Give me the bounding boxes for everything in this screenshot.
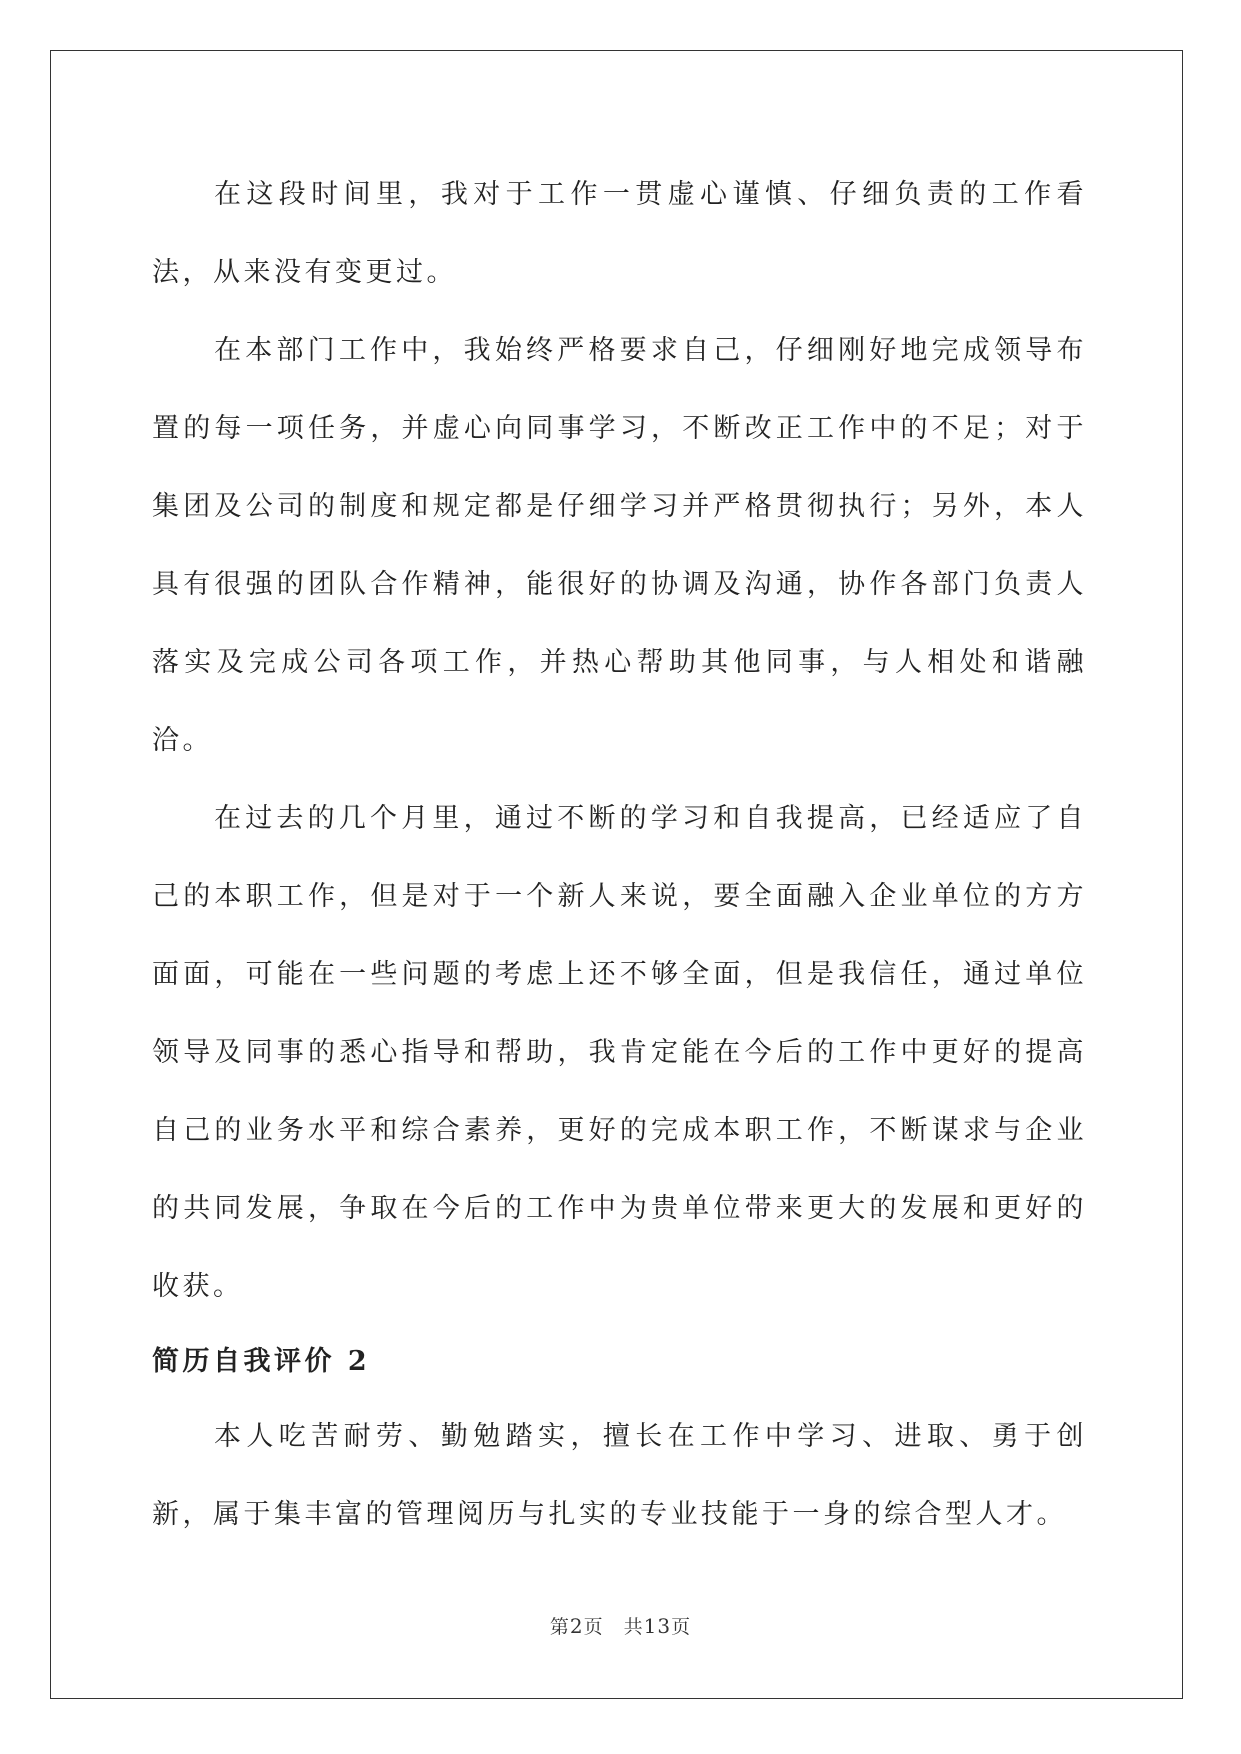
page-total: 13 (643, 1614, 672, 1638)
paragraph-4: 本人吃苦耐劳、勤勉踏实，擅长在工作中学习、进取、勇于创新，属于集丰富的管理阅历与扎实的专业技能于一身的综合型人才。 (152, 1421, 1087, 1530)
total-suffix: 页 (671, 1616, 692, 1638)
paragraph-2: 在本部门工作中，我始终严格要求自己，仔细刚好地完成领导布置的每一项任务，并虚心向同事学习，不断改正工作中的不足；对于集团及公司的制度和规定都是仔细学习并严格贯彻执行；另外，本人具有很强的团队合作精神，能很好的协调及沟通，协作各部门负责人落实及完成公司各项工作，并热心帮助其他同事，与人相处和谐融洽。 (152, 335, 1087, 756)
page-current: 2 (569, 1614, 584, 1638)
total-prefix: 共 (623, 1616, 644, 1638)
paragraph-3: 在过去的几个月里，通过不断的学习和自我提高，已经适应了自己的本职工作，但是对于一个新人来说，要全面融入企业单位的方方面面，可能在一些问题的考虑上还不够全面，但是我信任，通过单位领导及同事的悉心指导和帮助，我肯定能在今后的工作中更好的提高自己的业务水平和综合素养，更好的完成本职工作，不断谋求与企业的共同发展，争取在今后的工作中为贵单位带来更大的发展和更好的收获。 (152, 803, 1087, 1302)
page-footer (0, 1612, 1241, 1639)
page-suffix: 页 (583, 1616, 604, 1638)
section-title: 简历自我评价 2 (152, 1346, 371, 1377)
page-prefix: 第 (549, 1616, 570, 1638)
paragraph-1: 在这段时间里，我对于工作一贯虚心谨慎、仔细负责的工作看法，从来没有变更过。 (152, 179, 1087, 288)
document-body (152, 156, 1087, 1554)
